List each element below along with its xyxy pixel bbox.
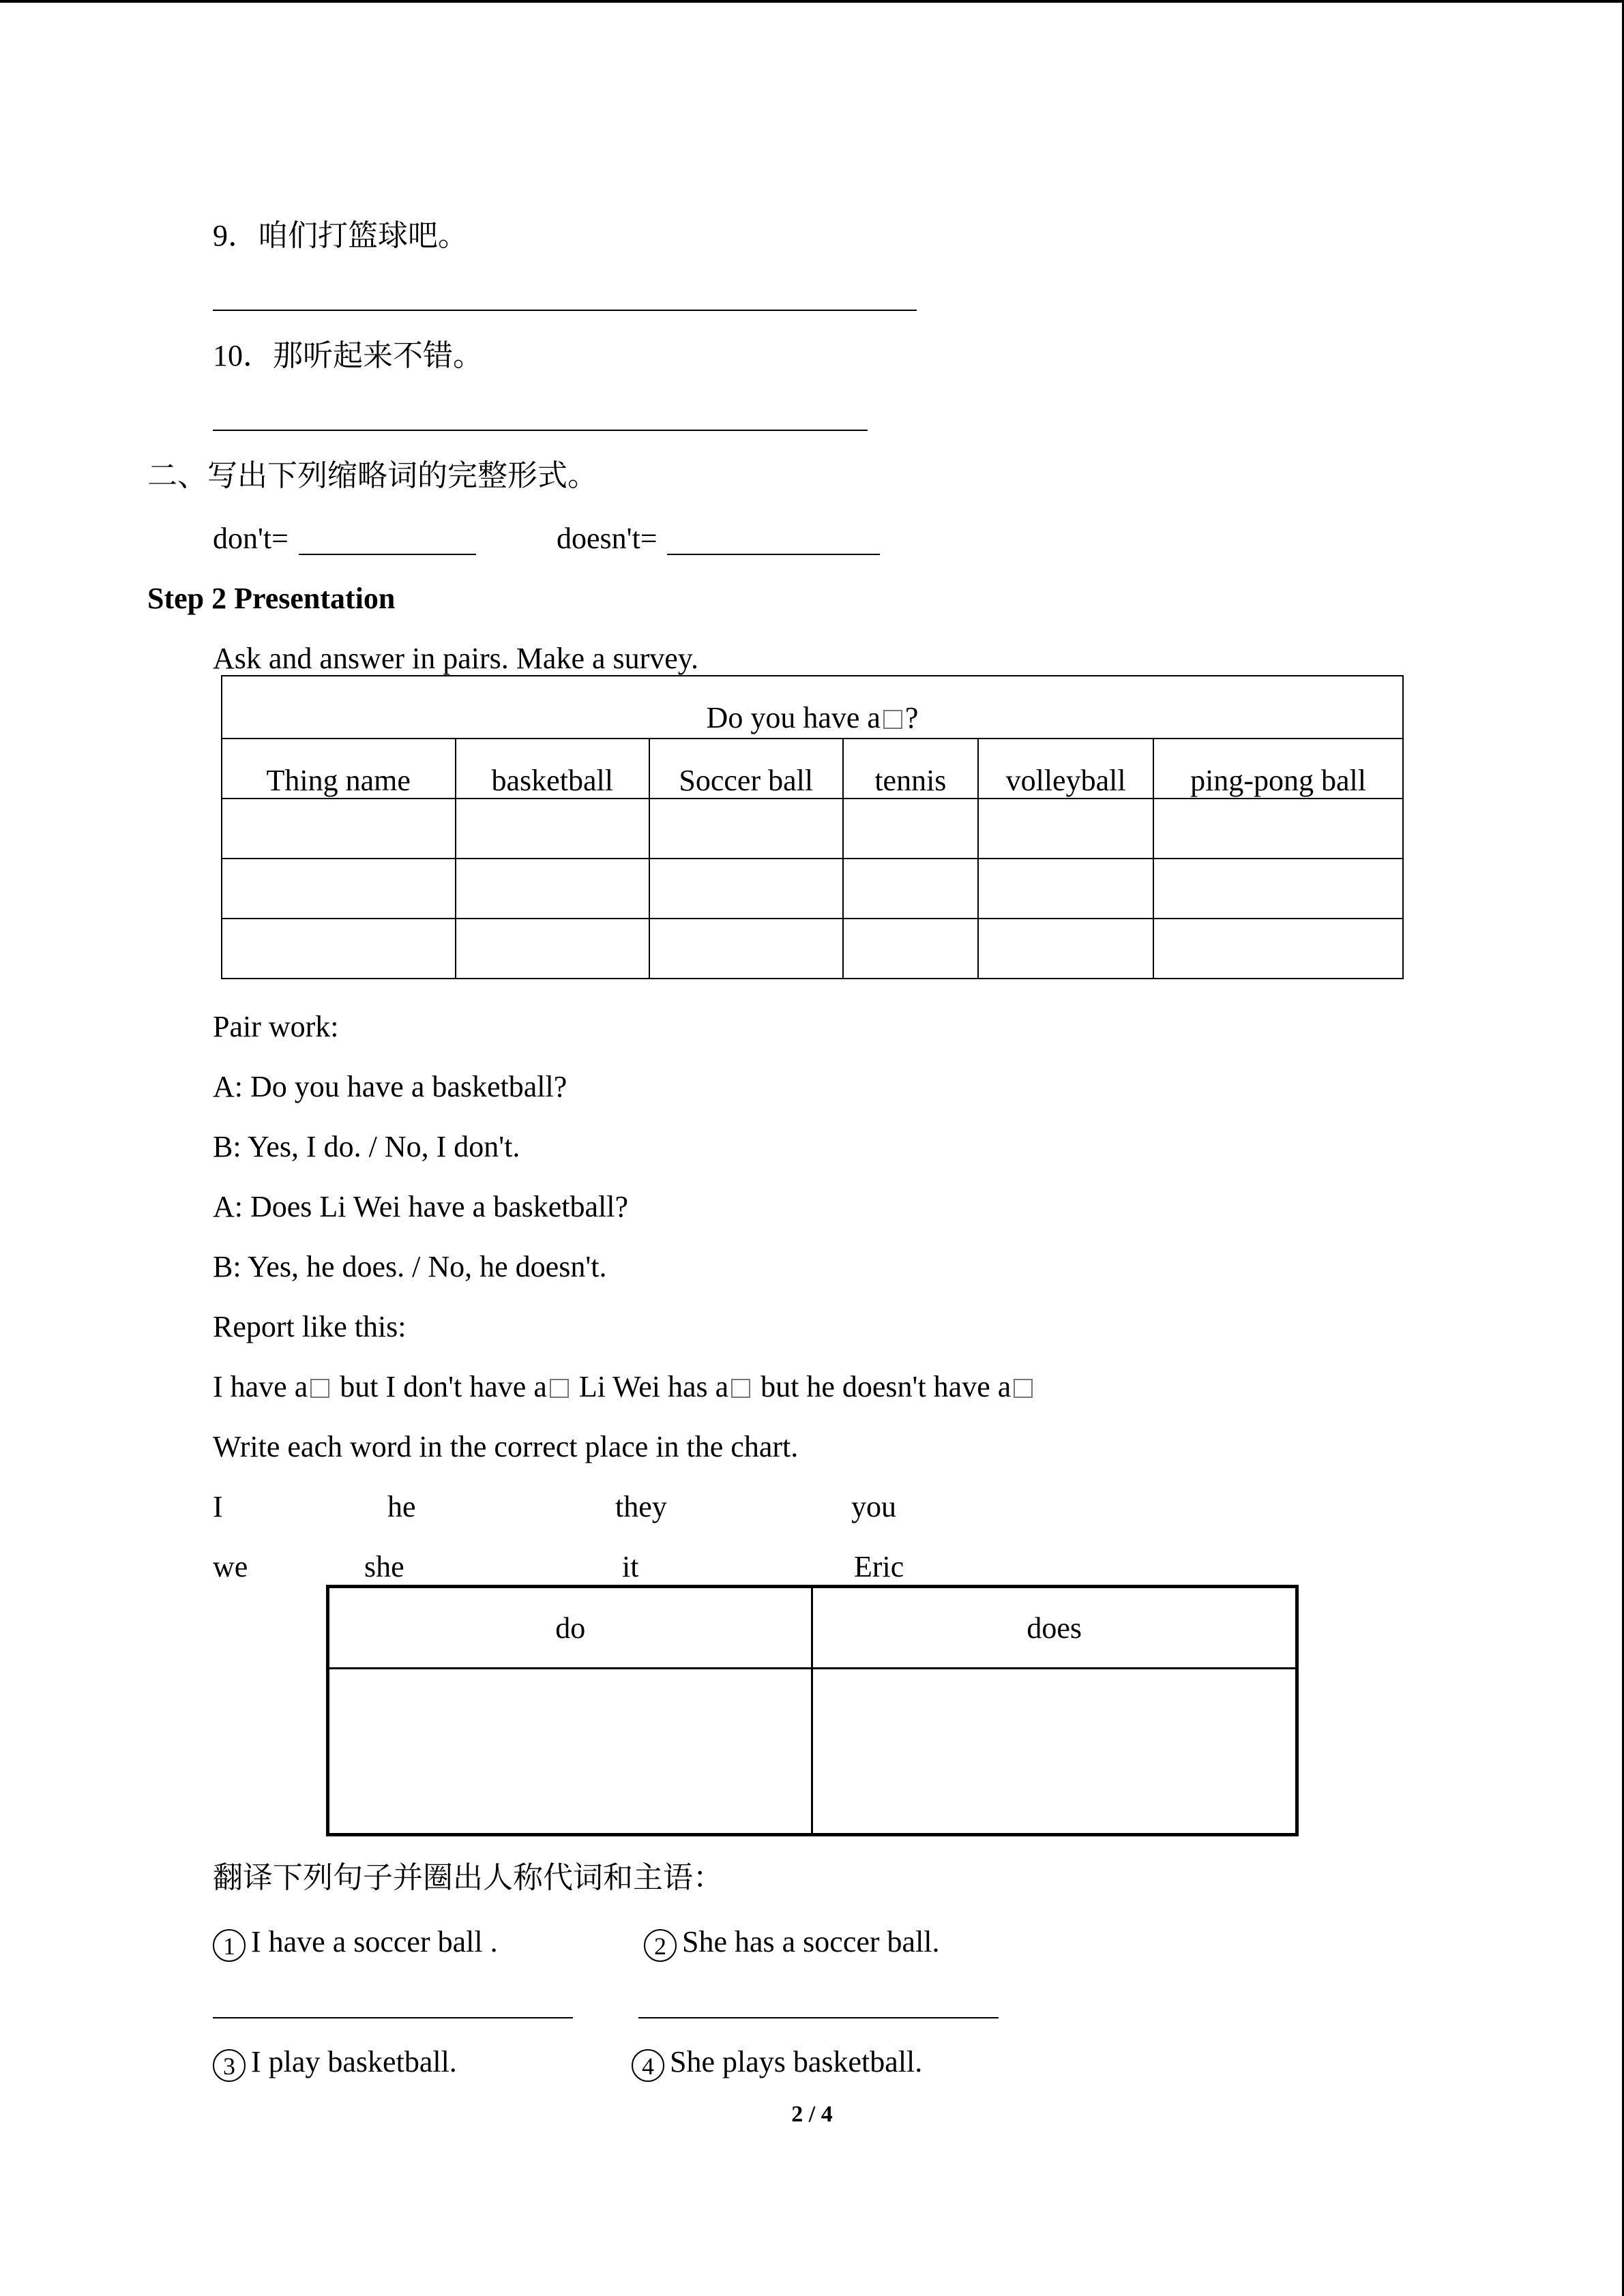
blank-box <box>731 1379 750 1398</box>
circled-number: 1 <box>213 1929 246 1962</box>
dont-answer-line[interactable] <box>299 554 476 555</box>
word-she: she <box>364 1550 404 1583</box>
word-he: he <box>387 1490 416 1523</box>
blank-box <box>883 710 902 729</box>
do-does-chart <box>326 1585 1299 1836</box>
survey-cell[interactable] <box>649 799 843 859</box>
blank-box <box>550 1379 569 1398</box>
survey-cell[interactable] <box>978 799 1153 859</box>
header-soccer-ball: Soccer ball <box>649 739 843 799</box>
doesnt-answer-line[interactable] <box>667 554 880 555</box>
answer-line-1[interactable] <box>213 2017 573 2018</box>
pair-work-label: Pair work: <box>213 1010 339 1043</box>
circled-number: 3 <box>213 2049 246 2082</box>
word-I: I <box>213 1490 223 1523</box>
survey-cell[interactable] <box>843 919 979 979</box>
section-2-heading: 二、写出下列缩略词的完整形式。 <box>147 459 597 492</box>
dont-label: don't= <box>213 522 289 555</box>
word-they: they <box>615 1490 667 1523</box>
survey-table <box>221 675 1404 979</box>
survey-cell[interactable] <box>456 859 649 919</box>
survey-cell[interactable] <box>222 799 456 859</box>
report-sentence: I have a but I don't have a Li Wei has a but he doesn't have a <box>213 1367 1035 1407</box>
sentence-1: 1 I have a soccer ball . <box>213 1922 498 1963</box>
dialogue-line-3: A: Does Li Wei have a basketball? <box>213 1190 628 1223</box>
survey-cell[interactable] <box>222 919 456 979</box>
question-9: 9．咱们打篮球吧。 <box>213 219 468 252</box>
header-tennis: tennis <box>843 739 979 799</box>
survey-cell[interactable] <box>456 919 649 979</box>
survey-cell[interactable] <box>1153 919 1403 979</box>
step-2-heading: Step 2 Presentation <box>147 582 396 615</box>
survey-cell[interactable] <box>222 859 456 919</box>
survey-instruction: Ask and answer in pairs. Make a survey. <box>213 642 698 675</box>
word-we: we <box>213 1550 248 1583</box>
header-thing-name: Thing name <box>222 739 456 799</box>
survey-cell[interactable] <box>649 919 843 979</box>
page-number: 2 / 4 <box>791 2102 833 2127</box>
dialogue-line-1: A: Do you have a basketball? <box>213 1070 567 1103</box>
dialogue-line-2: B: Yes, I do. / No, I don't. <box>213 1130 520 1163</box>
survey-cell[interactable] <box>649 859 843 919</box>
question-10: 10．那听起来不错。 <box>213 339 483 372</box>
survey-cell[interactable] <box>1153 859 1403 919</box>
circled-number: 2 <box>644 1929 677 1962</box>
sentence-4: 4 She plays basketball. <box>632 2042 922 2083</box>
survey-cell[interactable] <box>978 919 1153 979</box>
survey-cell[interactable] <box>1153 799 1403 859</box>
table-row <box>222 799 1403 859</box>
blank-box <box>1014 1379 1033 1398</box>
survey-cell[interactable] <box>978 859 1153 919</box>
chart-cell-do[interactable] <box>328 1669 812 1835</box>
answer-line-10[interactable] <box>213 430 868 431</box>
header-basketball: basketball <box>456 739 649 799</box>
answer-line-2[interactable] <box>638 2017 999 2018</box>
answer-line-9[interactable] <box>213 310 917 311</box>
sentence-2: 2 She has a soccer ball. <box>644 1922 940 1963</box>
doesnt-label: doesn't= <box>557 522 658 555</box>
sentence-3: 3 I play basketball. <box>213 2042 457 2083</box>
chart-header-do: do <box>328 1587 812 1669</box>
chart-header-does: does <box>812 1587 1297 1669</box>
table-row <box>222 919 1403 979</box>
report-label: Report like this: <box>213 1310 407 1343</box>
survey-cell[interactable] <box>456 799 649 859</box>
word-eric: Eric <box>854 1550 904 1583</box>
top-border <box>0 0 1624 3</box>
blank-box <box>310 1379 329 1398</box>
survey-cell[interactable] <box>843 799 979 859</box>
word-you: you <box>851 1490 896 1523</box>
header-volleyball: volleyball <box>978 739 1153 799</box>
table-row <box>222 859 1403 919</box>
translate-heading: 翻译下列句子并圈出人称代词和主语： <box>213 1861 723 1894</box>
survey-cell[interactable] <box>843 859 979 919</box>
header-ping-pong-ball: ping-pong ball <box>1153 739 1403 799</box>
words-instruction: Write each word in the correct place in the chart. <box>213 1430 799 1463</box>
word-it: it <box>622 1550 639 1583</box>
chart-cell-does[interactable] <box>812 1669 1297 1835</box>
dialogue-line-4: B: Yes, he does. / No, he doesn't. <box>213 1250 607 1283</box>
circled-number: 4 <box>632 2049 664 2082</box>
survey-title: Do you have a ? <box>222 676 1403 739</box>
